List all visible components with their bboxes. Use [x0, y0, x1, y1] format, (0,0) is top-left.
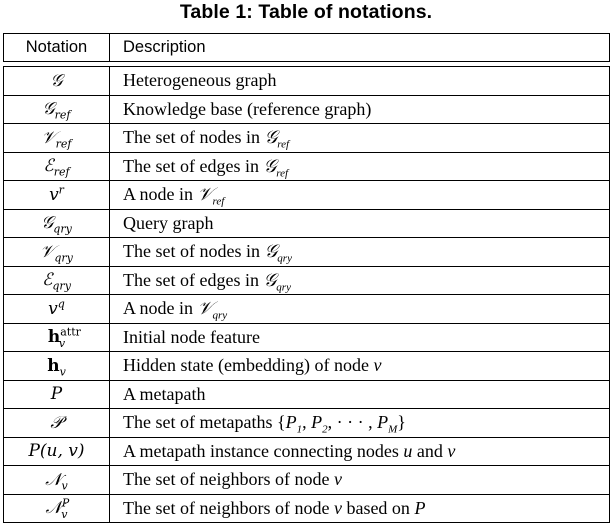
notation-cell: P — [4, 380, 110, 409]
table-row — [4, 152, 610, 181]
notation-cell: $v^r$ — [4, 181, 110, 210]
description-cell: Knowledge base (reference graph) — [110, 95, 610, 124]
description-cell: The set of neighbors of node v based on P — [110, 494, 610, 523]
notation-cell: $h^{attr}_v$ — [4, 323, 110, 352]
notation-cell: ℰ$_{qry}$ — [4, 266, 110, 295]
table-row — [4, 466, 610, 495]
header-notation: Notation — [4, 34, 110, 62]
table-row — [4, 323, 610, 352]
description-cell: Hidden state (embedding) of node v — [110, 352, 610, 381]
table-row — [4, 494, 610, 523]
description-cell: Initial node feature — [110, 323, 610, 352]
description-cell: A node in 𝒱$_{ref}$ — [110, 181, 610, 210]
notation-cell: 𝒩$_v$ — [4, 466, 110, 495]
table-row — [4, 67, 610, 96]
notation-cell: 𝒱$_{qry}$ — [4, 238, 110, 267]
description-cell: Heterogeneous graph — [110, 67, 610, 96]
table-header-row — [4, 34, 610, 62]
description-cell: The set of edges in 𝒢$_{qry}$ — [110, 266, 610, 295]
table-row — [4, 295, 610, 324]
description-cell: Query graph — [110, 209, 610, 238]
notation-cell: $h_v$ — [4, 352, 110, 381]
description-cell: A node in 𝒱$_{qry}$ — [110, 295, 610, 324]
notation-cell: 𝒱$_{ref}$ — [4, 124, 110, 153]
table-row — [4, 380, 610, 409]
table-row — [4, 437, 610, 466]
notation-cell: 𝒩$^P_v$ — [4, 494, 110, 523]
notation-cell: 𝒫 — [4, 409, 110, 438]
table-row — [4, 95, 610, 124]
header-description: Description — [110, 34, 610, 62]
notation-cell: 𝒢$_{ref}$ — [4, 95, 110, 124]
description-cell: The set of neighbors of node v — [110, 466, 610, 495]
description-cell: The set of nodes in 𝒢$_{qry}$ — [110, 238, 610, 267]
table-body — [4, 67, 610, 523]
description-cell: The set of metapaths {$P_1$, $P_2$, · · · , $P_M$} — [110, 409, 610, 438]
notation-table — [3, 33, 610, 523]
notation-cell: P(u, v) — [4, 437, 110, 466]
description-cell: A metapath instance connecting nodes u and v — [110, 437, 610, 466]
description-cell: The set of nodes in 𝒢$_{ref}$ — [110, 124, 610, 153]
table-row — [4, 124, 610, 153]
table-row — [4, 209, 610, 238]
notation-cell: $v^q$ — [4, 295, 110, 324]
table-caption: Table 1: Table of notations. — [179, 1, 433, 23]
table-row — [4, 352, 610, 381]
notation-cell: 𝒢 — [4, 67, 110, 96]
table-row — [4, 181, 610, 210]
notation-cell: ℰ$_{ref}$ — [4, 152, 110, 181]
description-cell: The set of edges in 𝒢$_{ref}$ — [110, 152, 610, 181]
table-row — [4, 266, 610, 295]
description-cell: A metapath — [110, 380, 610, 409]
table-row — [4, 238, 610, 267]
notation-cell: 𝒢$_{qry}$ — [4, 209, 110, 238]
table-row — [4, 409, 610, 438]
